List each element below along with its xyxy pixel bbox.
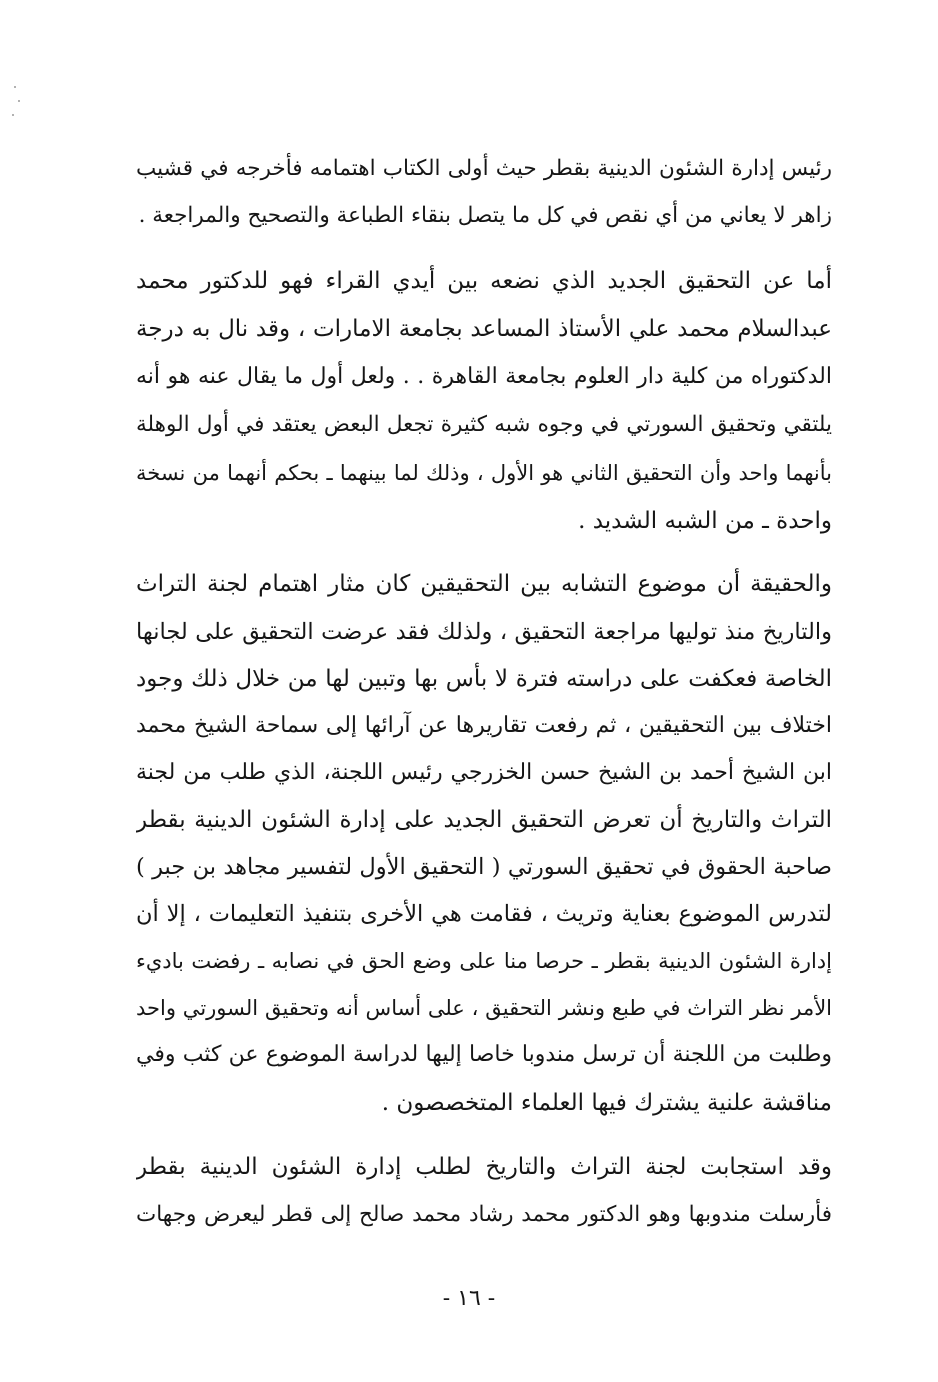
text-line: بأنهما واحد وأن التحقيق الثاني هو الأول ، وذلك لما بينهما ـ بحكم أنهما من نسخة <box>136 461 832 485</box>
text-line: اختلاف بين التحقيقين ، ثم رفعت تقاريرها عن آرائها إلى سماحة الشيخ محمد <box>136 713 832 738</box>
text-line: فأرسلت مندوبها وهو الدكتور محمد رشاد محمد صالح إلى قطر ليعرض وجهات <box>136 1202 832 1227</box>
text-line: وقد استجابت لجنة التراث والتاريخ لطلب إدارة الشئون الدينية بقطر <box>136 1154 832 1180</box>
text-line: زاهر لا يعاني من أي نقص في كل ما يتصل بنقاء الطباعة والتصحيح والمراجعة . <box>138 203 832 228</box>
text-line: واحدة ـ من الشبه الشديد . <box>578 508 832 534</box>
text-line: الأمر نظر التراث في طبع ونشر التحقيق ، على أساس أنه وتحقيق السورتي واحد <box>136 996 832 1020</box>
text-line: والحقيقة أن موضوع التشابه بين التحقيقين كان مثار اهتمام لجنة التراث <box>136 571 832 597</box>
scan-speck <box>18 100 20 102</box>
text-line: صاحبة الحقوق في تحقيق السورتي ( التحقيق الأول لتفسير مجاهد بن جبر ) <box>136 854 832 880</box>
text-line: وطلبت من اللجنة أن ترسل مندوبا خاصا إليها لدراسة الموضوع عن كثب وفي <box>136 1042 832 1067</box>
text-line: مناقشة علنية يشترك فيها العلماء المتخصصون . <box>381 1090 832 1116</box>
text-line: عبدالسلام محمد علي الأستاذ المساعد بجامعة الامارات ، وقد نال به درجة <box>136 316 832 342</box>
page-number: - ١٦ - <box>442 1286 496 1311</box>
text-line: والتاريخ منذ توليها مراجعة التحقيق ، ولذلك فقد عرضت التحقيق على لجانها <box>136 619 832 645</box>
text-line: الخاصة فعكفت على دراسته فترة لا بأس بها وتبين لها من خلال ذلك وجود <box>136 666 832 692</box>
scan-speck <box>12 114 14 116</box>
text-line: ابن الشيخ أحمد بن الشيخ حسن الخزرجي رئيس اللجنة، الذي طلب من لجنة <box>136 760 832 785</box>
text-line: لتدرس الموضوع بعناية وتريث ، فقامت هي الأخرى بتنفيذ التعليمات ، إلا أن <box>136 901 832 927</box>
text-line: رئيس إدارة الشئون الدينية بقطر حيث أولى الكتاب اهتمامه فأخرجه في قشيب <box>136 156 832 181</box>
scan-speck <box>14 86 16 88</box>
text-line: يلتقي وتحقيق السورتي في وجوه شبه كثيرة تجعل البعض يعتقد في أول الوهلة <box>136 412 832 437</box>
text-line: التراث والتاريخ أن تعرض التحقيق الجديد على إدارة الشئون الدينية بقطر <box>136 807 832 833</box>
text-line: إدارة الشئون الدينية بقطر ـ حرصا منا على وضع الحق في نصابه ـ رفضت باديء <box>136 949 832 973</box>
text-line: أما عن التحقيق الجديد الذي نضعه بين أيدي القراء فهو للدكتور محمد <box>136 268 832 294</box>
text-line: الدكتوراه من كلية دار العلوم بجامعة القاهرة . . ولعل أول ما يقال عنه هو أنه <box>136 364 832 389</box>
